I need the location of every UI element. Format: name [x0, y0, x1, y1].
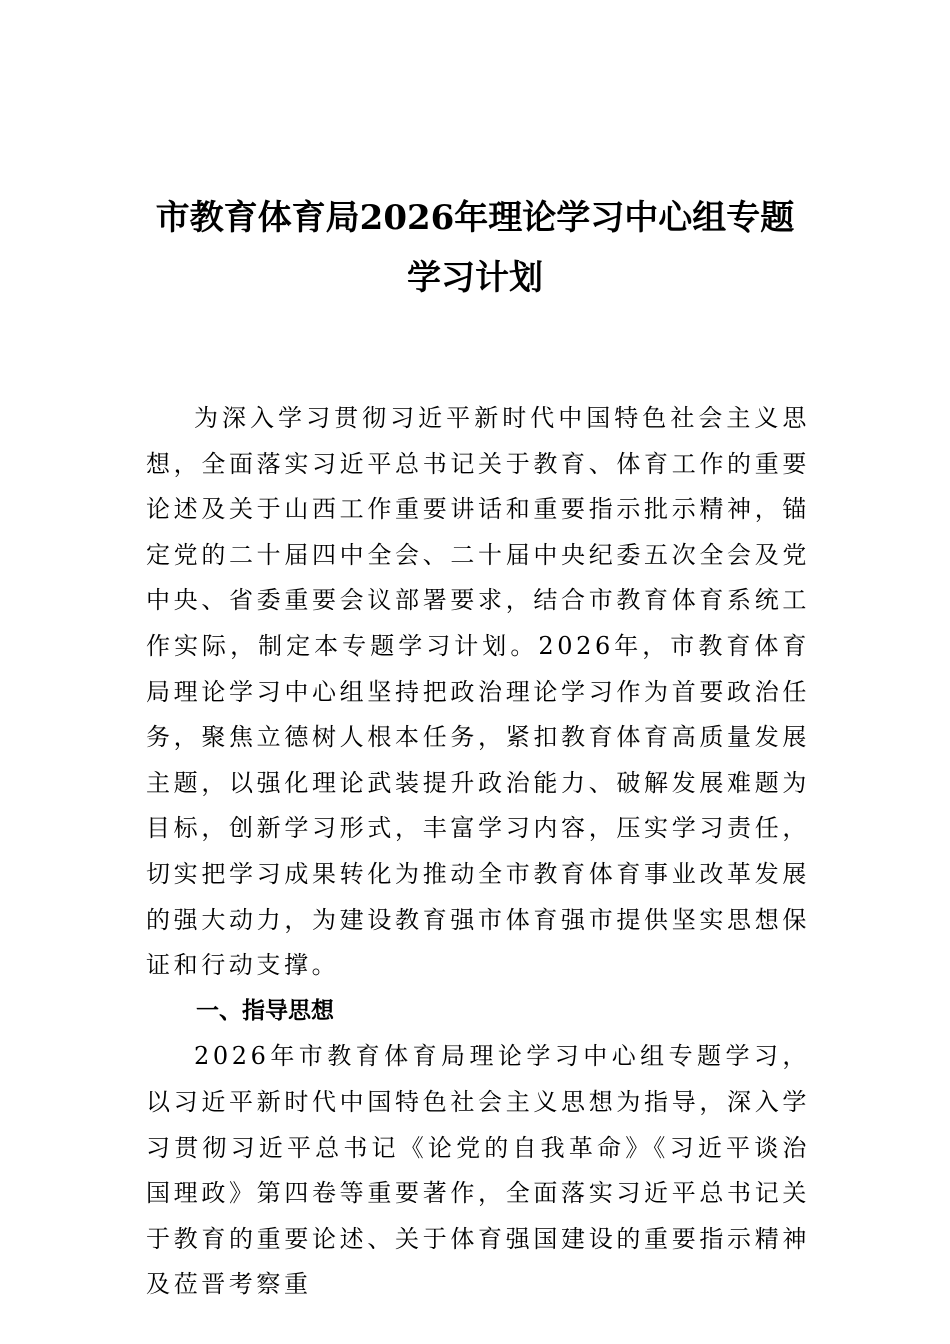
intro-paragraph: 为深入学习贯彻习近平新时代中国特色社会主义思想，全面落实习近平总书记关于教育、体育工作的重要论述及关于山西工作重要讲话和重要指示批示精神，锚定党的二十届四中全会、二十届中央纪委五次全会及党中央、省委重要会议部署要求，结合市教育体育系统工作实际，制定本专题学习计划。2026年，市教育体育局理论学习中心组坚持把政治理论学习作为首要政治任务，聚焦立德树人根本任务，紧扣教育体育高质量发展主题，以强化理论武装提升政治能力、破解发展难题为目标，创新学习形式，丰富学习内容，压实学习责任，切实把学习成果转化为推动全市教育体育事业改革发展的强大动力，为建设教育强市体育强市提供坚实思想保证和行动支撑。	[146, 404, 810, 980]
title-line-1: 市教育体育局2026年理论学习中心组专题	[155, 198, 795, 238]
section-heading-guiding-thought: 一、指导思想	[196, 997, 334, 1024]
document-title	[0, 188, 950, 308]
title-line-2: 学习计划	[407, 258, 543, 298]
document-body	[146, 396, 810, 1308]
guiding-thought-paragraph: 2026年市教育体育局理论学习中心组专题学习，以习近平新时代中国特色社会主义思想为指导，深入学习贯彻习近平总书记《论党的自我革命》《习近平谈治国理政》第四卷等重要著作，全面落实习近平总书记关于教育的重要论述、关于体育强国建设的重要指示精神及莅晋考察重	[146, 1042, 810, 1299]
